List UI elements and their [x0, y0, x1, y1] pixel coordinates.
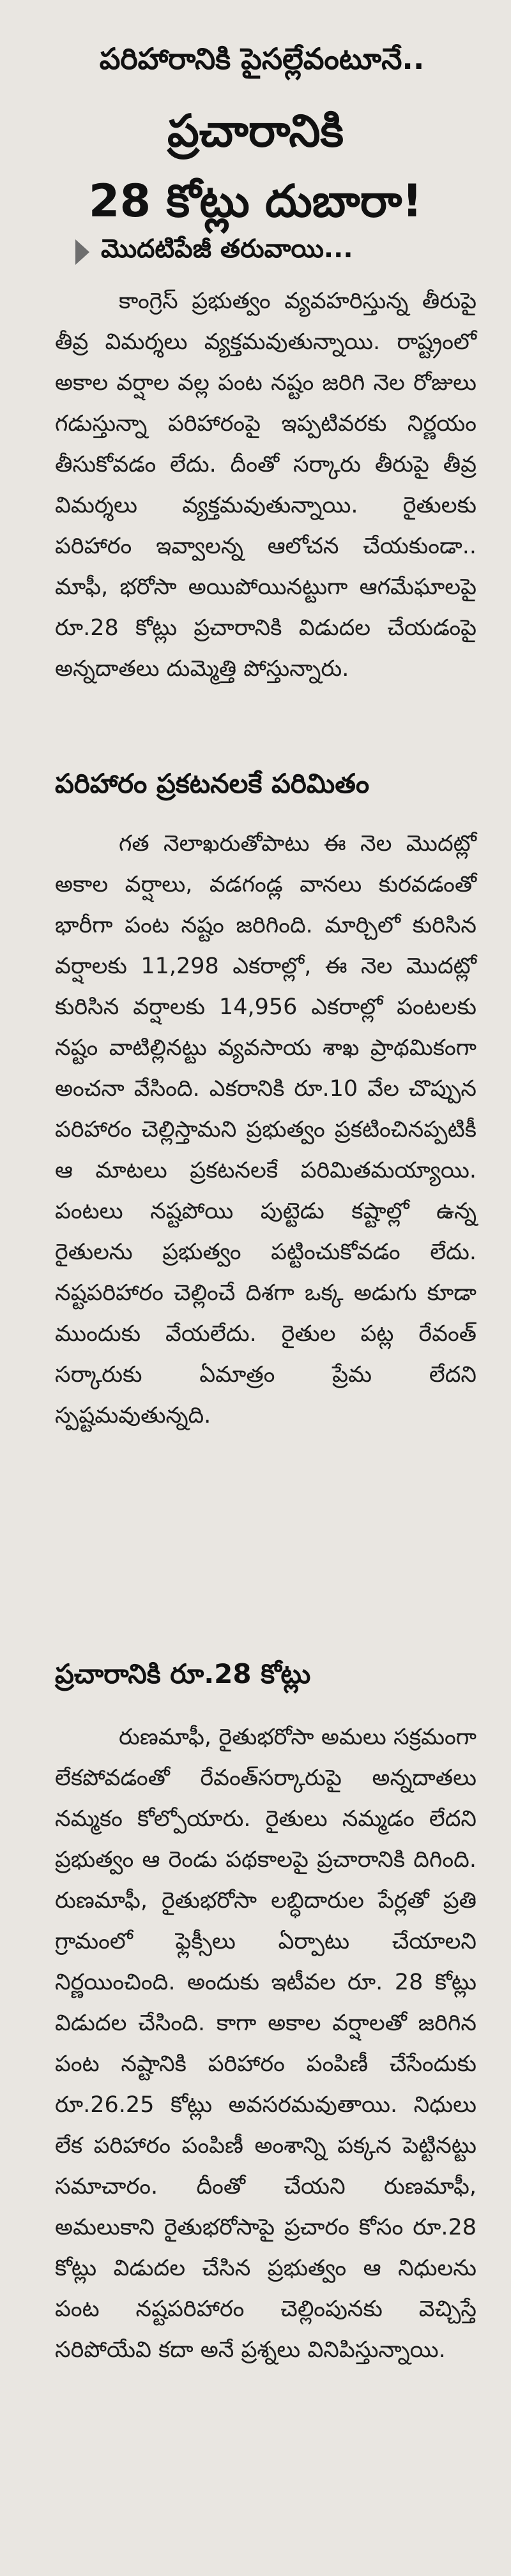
section-publicity	[55, 1717, 477, 2370]
headline-line-2: 28 కోట్లు దుబారా!	[88, 175, 423, 227]
headline-line-1: ప్రచారానికి	[167, 105, 344, 157]
section-heading-publicity	[55, 1653, 489, 1693]
section-heading-compensation	[55, 763, 489, 803]
main-headline	[32, 96, 479, 236]
publicity-paragraph: రుణమాఫీ, రైతుభరోసా అమలు సక్రమంగా లేకపోవడంతో రేవంత్‌సర్కారుపై అన్నదాతలు నమ్మకం కోల్పోయారు. రైతులు నమ్మడం లేదని ప్రభుత్వం ఆ రెండు పథకాలపై ప్రచారానికి దిగింది. రుణమాఫీ, రైతుభరోసా లబ్ధిదారుల పేర్లతో ప్రతి గ్రామంలో ఫ్లెక్సీలు ఏర్పాటు చేయాలని నిర్ణయించింది. అందుకు ఇటీవల రూ. 28 కోట్లు విడుదల చేసింది. కాగా అకాల వర్షాలతో జరిగిన పంట నష్టానికి పరిహారం పంపిణీ చేసేందుకు రూ.26.25 కోట్లు అవసరమవుతాయి. నిధులు లేక పరిహారం పంపిణీ అంశాన్ని పక్కన పెట్టినట్టు సమాచారం. దీంతో చేయని రుణమాఫీ, అమలుకాని రైతుభరోసాపై ప్రచారం కోసం రూ.28 కోట్లు విడుదల చేసిన ప్రభుత్వం ఆ నిధులను పంట నష్టపరిహారం చెల్లింపునకు వెచ్చిస్తే సరిపోయేవి కదా అనే ప్రశ్నలు వినిపిస్తున్నాయి.	[55, 1725, 477, 2363]
kicker-wrap	[38, 38, 485, 79]
compensation-paragraph: గత నెలాఖరుతోపాటు ఈ నెల మొదట్లో అకాల వర్షాలు, వడగండ్ల వానలు కురవడంతో భారీగా పంట నష్టం జరిగింది. మార్చిలో కురిసిన వర్షాలకు 11,298 ఎకరాల్లో, ఈ నెల మొదట్లో కురిసిన వర్షాలకు 14,956 ఎకరాల్లో పంటలకు నష్టం వాటిల్లినట్టు వ్యవసాయ శాఖ ప్రాథమికంగా అంచనా వేసింది. ఎకరానికి రూ.10 వేల చొప్పున పరిహారం చెల్లిస్తామని ప్రభుత్వం ప్రకటించినప్పటికీ ఆ మాటలు ప్రకటనలకే పరిమితమయ్యాయి. పంటలు నష్టపోయి పుట్టెడు కష్టాల్లో ఉన్న రైతులను ప్రభుత్వం పట్టించుకోవడం లేదు. నష్టపరిహారం చెల్లించే దిశగా ఒక్క అడుగు కూడా ముందుకు వేయలేదు. రైతుల పట్ల రేవంత్ సర్కారుకు ఏమాత్రం ప్రేమ లేదని స్పష్టమవుతున్నది.	[55, 831, 477, 1428]
section-compensation	[55, 823, 477, 1436]
triangle-marker-icon	[75, 239, 89, 265]
section-intro	[55, 281, 477, 689]
kicker-headline: పరిహారానికి పైసల్లేవంటూనే..	[99, 41, 425, 76]
continuation-marker	[75, 236, 353, 268]
intro-paragraph: కాంగ్రెస్ ప్రభుత్వం వ్యవహరిస్తున్న తీరుపై తీవ్ర విమర్శలు వ్యక్తమవుతున్నాయి. రాష్ట్రంలో అకాల వర్షాల వల్ల పంట నష్టం జరిగి నెల రోజులు గడుస్తున్నా పరిహారంపై ఇప్పటివరకు నిర్ణయం తీసుకోవడం లేదు. దీంతో సర్కారు తీరుపై తీవ్ర విమర్శలు వ్యక్తమవుతున్నాయి. రైతులకు పరిహారం ఇవ్వాలన్న ఆలోచన చేయకుండా.. మాఫీ, భరోసా అయిపోయినట్టుగా ఆగమేఘాలపై రూ.28 కోట్లు ప్రచారానికి విడుదల చేయడంపై అన్నదాతలు దుమ్మెత్తి పోస్తున్నారు.	[55, 288, 477, 682]
section-heading-text: పరిహారం ప్రకటనలకే పరిమితం	[55, 767, 370, 799]
section-heading-text: ప్రచారానికి రూ.28 కోట్లు	[55, 1658, 311, 1689]
continuation-text: మొదటిపేజీ తరువాయి...	[101, 234, 353, 264]
